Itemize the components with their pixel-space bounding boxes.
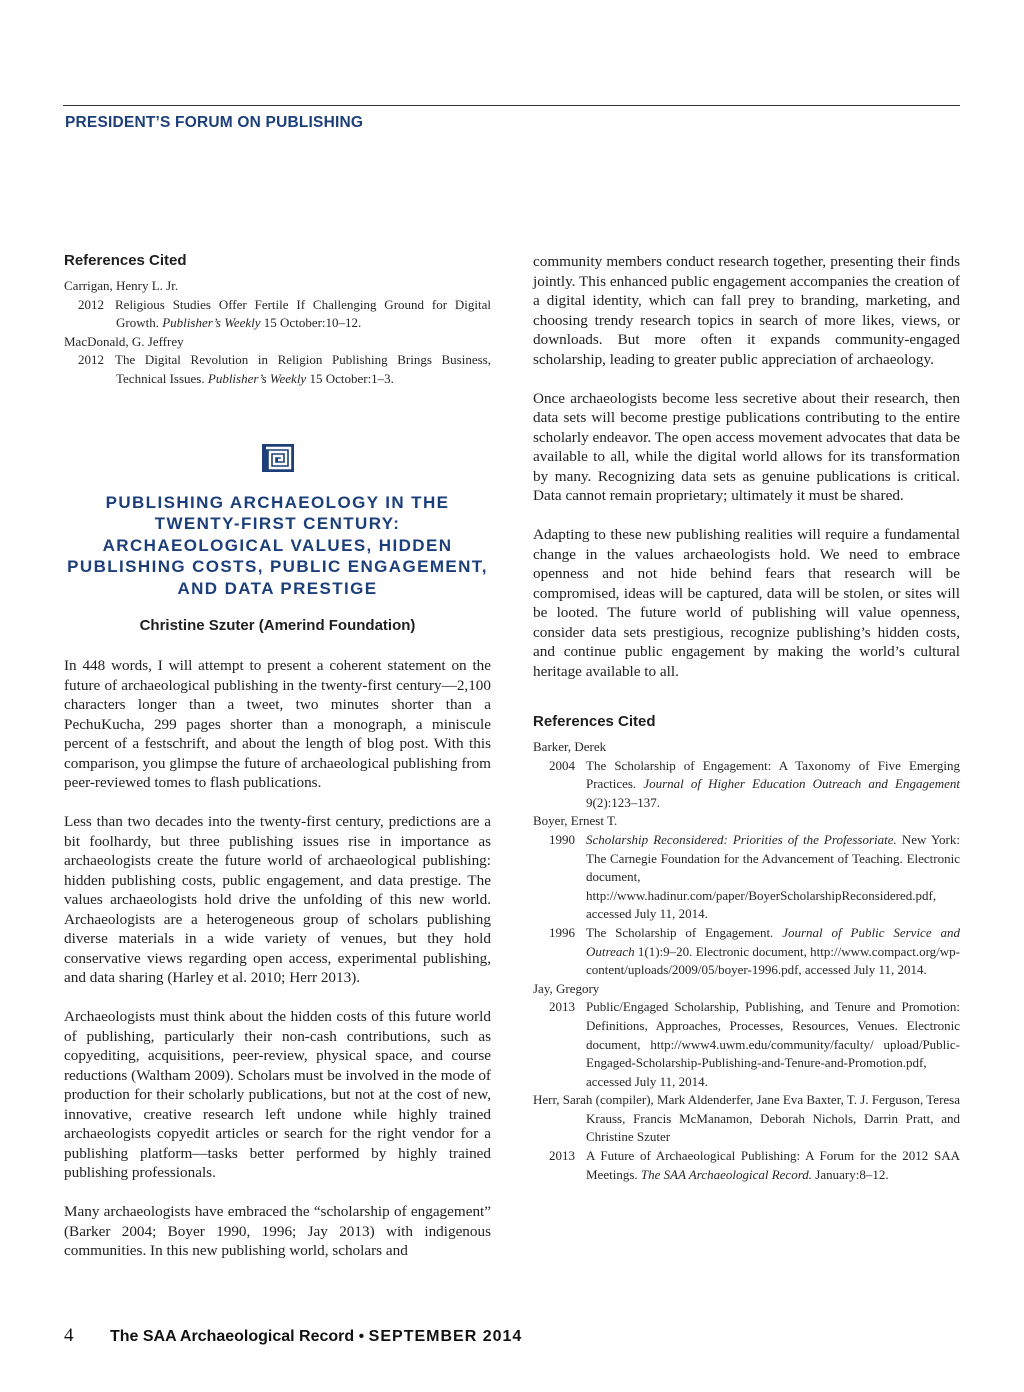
body-paragraph: Archaeologists must think about the hidden costs of this future world of publishing, particularly their non-cash contributions, such as copyediting, acquisitions, peer-review, physical space, and course reductions (Waltham 2009). Scholars must be involved in the mode of production for their scholarly publications, but not at the cost of new, innovative, creative research left undone while highly trained archaeologists copyedit articles or search for the right vendor for a publishing platform—tasks better performed by highly trained publishing professionals. — [64, 1008, 491, 1182]
body-paragraph: In 448 words, I will attempt to present a coherent statement on the future of archaeological publishing in the twenty-first century—2,100 characters longer than a tweet, two minutes shorter than a PechuKucha, 299 pages shorter than a monograph, a miniscule percent of a festschrift, and about the length of blog post. With this comparison, you glimpse the future of archaeological publishing from peer-reviewed tomes to flash publications. — [64, 657, 491, 792]
ref-entry: 2012 The Digital Revolution in Religion Publishing Brings Business, Technical Issues. Publisher’s Weekly 15 October:1–3. — [78, 352, 491, 386]
ref-entry: 2013 A Future of Archaeological Publishing: A Forum for the 2012 SAA Meetings. The SAA Archaeological Record. January:8–12. — [549, 1148, 960, 1182]
body-paragraph: Less than two decades into the twenty-first century, predictions are a bit foolhardy, but three publishing issues rise in importance as archaeologists create the future world of archaeological publishing: hidden publishing costs, public engagement, and data prestige. The values archaeologists hold drive the unfolding of this new world. Archaeologists are a heterogeneous group of scholars publishing diverse materials in a wide variety of venues, but they hold conservative views regarding open access, experimental publishing, and data sharing (Harley et al. 2010; Herr 2013). — [64, 813, 491, 987]
footer-separator: • — [358, 1328, 365, 1345]
ref-author: Herr, Sarah (compiler), Mark Aldenderfer, Jane Eva Baxter, T. J. Ferguson, Teresa Krauss, Francis McManamon, Deborah Nichols, Darrin Pratt, and Christine Szuter — [533, 1092, 960, 1145]
references-list-top — [64, 277, 491, 389]
page-number: 4 — [64, 1325, 74, 1346]
ref-author: Boyer, Ernest T. — [533, 813, 618, 829]
ref-entry: 2013 Public/Engaged Scholarship, Publishing, and Tenure and Promotion: Definitions, Approaches, Processes, Resources, Venues. Electronic document, http://www4.uwm.edu/community/faculty/ upload/Public-Engaged-Scholarship-Publishing-and-Tenure-and-Promotion.pdf, accessed July 11, 2014. — [549, 999, 960, 1089]
page-footer — [64, 1325, 522, 1347]
body-paragraph: community members conduct research together, presenting their finds jointly. This enhanced public engagement accompanies the creation of a digital identity, which can fall prey to branding, marketing, and choosing trendy research topics in search of more likes, views, or downloads. But more often it expands community-engaged scholarship, leading to greater public appreciation of archaeology. — [533, 253, 960, 368]
article-byline: Christine Szuter (Amerind Foundation) — [139, 617, 416, 635]
references-heading-top: References Cited — [64, 252, 187, 269]
references-list-right — [533, 738, 960, 1184]
ref-author: Barker, Derek — [533, 739, 607, 754]
ref-author: Jay, Gregory — [533, 980, 600, 996]
header-rule — [63, 105, 960, 106]
body-paragraph: Adapting to these new publishing realities will require a fundamental change in the values archaeologists hold. We need to embrace openness and not hide behind fears that research will be compromised, ideas will be captured, data will be stolen, or sites will be looted. The future world of publishing will value openness, consider data sets prestigious, recognize publishing’s hidden costs, and continue public engagement by making the world’s cultural heritage available to all. — [533, 526, 960, 680]
references-heading-right: References Cited — [533, 713, 656, 730]
logo-container — [64, 443, 491, 478]
ref-author: Carrigan, Henry L. Jr. — [64, 278, 179, 293]
body-paragraph: Once archaeologists become less secretive about their research, then data sets will become prestige publications contributing to the entire scholarly endeavor. The open access movement advocates that data be available to all, while the digital world allows for its transformation by many. Recognizing data sets as genuine publications is critical. Data cannot remain proprietary; ultimately it must be shared. — [533, 389, 960, 504]
ref-author: MacDonald, G. Jeffrey — [64, 333, 184, 349]
ref-entry: 1990 Scholarship Reconsidered: Priorities of the Professoriate. New York: The Carnegie Foundation for the Advancement of Teaching. Electronic document, http://www.hadinur.com/paper/BoyerScholarshipReconsidered.pdf, accessed July 11, 2014. — [549, 831, 960, 922]
right-column — [533, 252, 960, 1184]
body-paragraph: Many archaeologists have embraced the “scholarship of engagement” (Barker 2004; Boyer 1990, 1996; Jay 2013) with indigenous communities. In this new publishing world, scholars and — [64, 1203, 491, 1260]
issue-date: SEPTEMBER 2014 — [368, 1328, 523, 1345]
ref-entry: 2012 Religious Studies Offer Fertile If Challenging Ground for Digital Growth. Publisher’s Weekly 15 October:10–12. — [78, 296, 491, 331]
saa-spiral-logo-icon — [261, 443, 295, 473]
left-column — [64, 252, 491, 1280]
ref-entry: 2004 The Scholarship of Engagement: A Taxonomy of Five Emerging Practices. Journal of Higher Education Outreach and Engagement 9(2):123–137. — [549, 757, 961, 810]
journal-name: The SAA Archaeological Record — [109, 1328, 355, 1345]
section-label: PRESIDENT’S FORUM ON PUBLISHING — [65, 114, 364, 131]
ref-entry: 1996 The Scholarship of Engagement. Journal of Public Service and Outreach 1(1):9–20. Electronic document, http://www.compact.org/wp-content/uploads/2009/05/boyer-1996.pdf, accessed July 11, 2014. — [549, 924, 961, 978]
article-title: PUBLISHING ARCHAEOLOGY IN THE TWENTY-FIRST CENTURY: ARCHAEOLOGICAL VALUES, HIDDEN PUBLISHING COSTS, PUBLIC ENGAGEMENT, AND DATA PRESTIGE — [67, 492, 488, 598]
